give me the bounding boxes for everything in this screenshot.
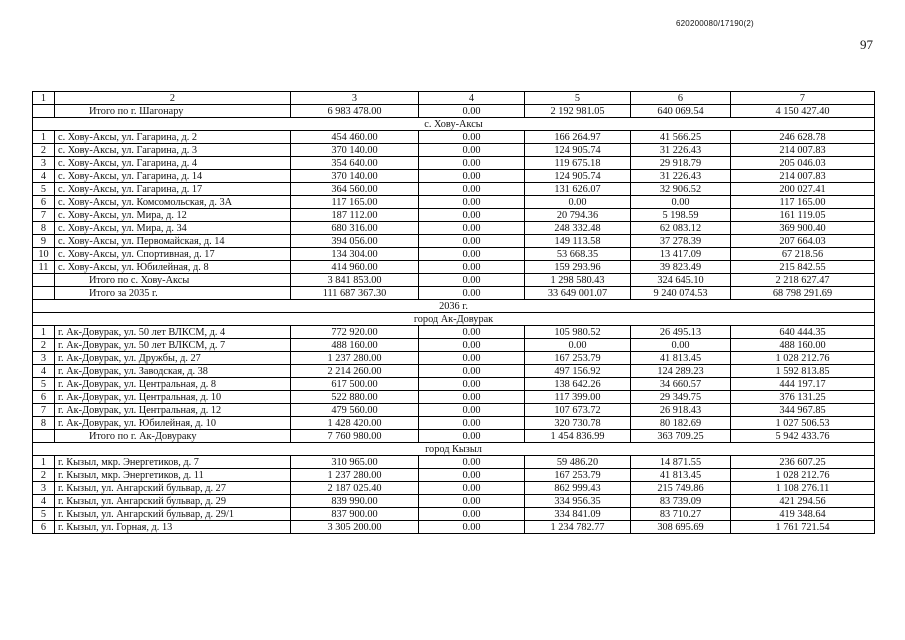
amount-cell: 2 214 260.00	[291, 365, 419, 378]
amount-cell: 131 626.07	[525, 183, 631, 196]
amount-cell: 320 730.78	[525, 417, 631, 430]
table-row	[33, 495, 875, 508]
amount-cell: 1 428 420.00	[291, 417, 419, 430]
table-row	[33, 417, 875, 430]
amount-cell: 363 709.25	[631, 430, 731, 443]
amount-cell: 0.00	[419, 105, 525, 118]
amount-cell: 248 332.48	[525, 222, 631, 235]
header-row	[33, 92, 875, 105]
amount-cell: 67 218.56	[731, 248, 875, 261]
section-title: с. Хову-Аксы	[33, 118, 875, 131]
amount-cell: 0.00	[419, 521, 525, 534]
amount-cell: 214 007.83	[731, 144, 875, 157]
amount-cell: 3 305 200.00	[291, 521, 419, 534]
address-cell: г. Ак-Довурак, ул. 50 лет ВЛКСМ, д. 7	[55, 339, 291, 352]
amount-cell: 0.00	[419, 261, 525, 274]
row-number: 3	[33, 482, 55, 495]
amount-cell: 41 813.45	[631, 469, 731, 482]
amount-cell: 7 760 980.00	[291, 430, 419, 443]
amount-cell: 479 560.00	[291, 404, 419, 417]
table-row	[33, 339, 875, 352]
amount-cell: 107 673.72	[525, 404, 631, 417]
row-number	[33, 274, 55, 287]
table-row	[33, 209, 875, 222]
address-cell: г. Ак-Довурак, ул. Дружбы, д. 27	[55, 352, 291, 365]
amount-cell: 497 156.92	[525, 365, 631, 378]
amount-cell: 640 444.35	[731, 326, 875, 339]
amount-cell: 29 918.79	[631, 157, 731, 170]
section-title: город Ак-Довурак	[33, 313, 875, 326]
amount-cell: 310 965.00	[291, 456, 419, 469]
amount-cell: 488 160.00	[291, 339, 419, 352]
amount-cell: 344 967.85	[731, 404, 875, 417]
amount-cell: 0.00	[631, 196, 731, 209]
amount-cell: 0.00	[419, 495, 525, 508]
amount-cell: 1 454 836.99	[525, 430, 631, 443]
address-cell: г. Кызыл, ул. Горная, д. 13	[55, 521, 291, 534]
amount-cell: 117 165.00	[291, 196, 419, 209]
amount-cell: 111 687 367.30	[291, 287, 419, 300]
amount-cell: 105 980.52	[525, 326, 631, 339]
amount-cell: 33 649 001.07	[525, 287, 631, 300]
amount-cell: 215 842.55	[731, 261, 875, 274]
amount-cell: 324 645.10	[631, 274, 731, 287]
table-row	[33, 235, 875, 248]
amount-cell: 444 197.17	[731, 378, 875, 391]
address-cell: с. Хову-Аксы, ул. Гагарина, д. 2	[55, 131, 291, 144]
address-cell: с. Хову-Аксы, ул. Гагарина, д. 17	[55, 183, 291, 196]
amount-cell: 159 293.96	[525, 261, 631, 274]
amount-cell: 117 399.00	[525, 391, 631, 404]
row-number: 4	[33, 170, 55, 183]
row-number: 2	[33, 144, 55, 157]
amount-cell: 419 348.64	[731, 508, 875, 521]
row-number: 6	[33, 196, 55, 209]
address-cell: с. Хову-Аксы, ул. Комсомольская, д. 3А	[55, 196, 291, 209]
table-row	[33, 469, 875, 482]
amount-cell: 454 460.00	[291, 131, 419, 144]
amount-cell: 215 749.86	[631, 482, 731, 495]
header-cell: 3	[291, 92, 419, 105]
amount-cell: 39 823.49	[631, 261, 731, 274]
amount-cell: 2 192 981.05	[525, 105, 631, 118]
amount-cell: 124 289.23	[631, 365, 731, 378]
amount-cell: 13 417.09	[631, 248, 731, 261]
address-cell: г. Кызыл, мкр. Энергетиков, д. 7	[55, 456, 291, 469]
amount-cell: 334 956.35	[525, 495, 631, 508]
amount-cell: 0.00	[419, 274, 525, 287]
amount-cell: 20 794.36	[525, 209, 631, 222]
section-title: город Кызыл	[33, 443, 875, 456]
amount-cell: 0.00	[419, 456, 525, 469]
address-cell: г. Кызыл, ул. Ангарский бульвар, д. 29	[55, 495, 291, 508]
amount-cell: 1 237 280.00	[291, 469, 419, 482]
row-number: 2	[33, 339, 55, 352]
row-number: 2	[33, 469, 55, 482]
amount-cell: 5 942 433.76	[731, 430, 875, 443]
amount-cell: 0.00	[419, 183, 525, 196]
address-cell: с. Хову-Аксы, ул. Спортивная, д. 17	[55, 248, 291, 261]
amount-cell: 236 607.25	[731, 456, 875, 469]
amount-cell: 138 642.26	[525, 378, 631, 391]
amount-cell: 0.00	[419, 508, 525, 521]
amount-cell: 0.00	[419, 378, 525, 391]
table-row	[33, 521, 875, 534]
section-row	[33, 300, 875, 313]
amount-cell: 80 182.69	[631, 417, 731, 430]
address-cell: с. Хову-Аксы, ул. Гагарина, д. 3	[55, 144, 291, 157]
amount-cell: 1 237 280.00	[291, 352, 419, 365]
amount-cell: 1 761 721.54	[731, 521, 875, 534]
amount-cell: 119 675.18	[525, 157, 631, 170]
amount-cell: 0.00	[419, 248, 525, 261]
amount-cell: 31 226.43	[631, 170, 731, 183]
address-cell: Итого по с. Хову-Аксы	[55, 274, 291, 287]
amount-cell: 0.00	[419, 482, 525, 495]
total-row	[33, 287, 875, 300]
amount-cell: 207 664.03	[731, 235, 875, 248]
amount-cell: 14 871.55	[631, 456, 731, 469]
amount-cell: 522 880.00	[291, 391, 419, 404]
table-row	[33, 352, 875, 365]
address-cell: г. Кызыл, мкр. Энергетиков, д. 11	[55, 469, 291, 482]
amount-cell: 31 226.43	[631, 144, 731, 157]
amount-cell: 0.00	[419, 170, 525, 183]
row-number	[33, 430, 55, 443]
amount-cell: 41 566.25	[631, 131, 731, 144]
amount-cell: 0.00	[631, 339, 731, 352]
row-number: 8	[33, 222, 55, 235]
table-row	[33, 365, 875, 378]
amount-cell: 364 560.00	[291, 183, 419, 196]
document-id: 620200080/17190(2)	[676, 19, 754, 28]
address-cell: с. Хову-Аксы, ул. Гагарина, д. 4	[55, 157, 291, 170]
amount-cell: 117 165.00	[731, 196, 875, 209]
amount-cell: 0.00	[419, 430, 525, 443]
table-row	[33, 222, 875, 235]
table-row	[33, 391, 875, 404]
header-cell: 1	[33, 92, 55, 105]
row-number: 8	[33, 417, 55, 430]
amount-cell: 200 027.41	[731, 183, 875, 196]
total-row	[33, 430, 875, 443]
amount-cell: 34 660.57	[631, 378, 731, 391]
amount-cell: 0.00	[419, 157, 525, 170]
amount-cell: 1 298 580.43	[525, 274, 631, 287]
row-number	[33, 287, 55, 300]
amount-cell: 394 056.00	[291, 235, 419, 248]
amount-cell: 308 695.69	[631, 521, 731, 534]
section-row	[33, 313, 875, 326]
amount-cell: 246 628.78	[731, 131, 875, 144]
table-row	[33, 131, 875, 144]
address-cell: с. Хову-Аксы, ул. Гагарина, д. 14	[55, 170, 291, 183]
amount-cell: 0.00	[525, 196, 631, 209]
amount-cell: 0.00	[419, 144, 525, 157]
amount-cell: 370 140.00	[291, 170, 419, 183]
amount-cell: 0.00	[419, 235, 525, 248]
table-body	[33, 92, 875, 534]
row-number: 4	[33, 495, 55, 508]
address-cell: Итого по г. Ак-Довураку	[55, 430, 291, 443]
header-cell: 6	[631, 92, 731, 105]
amount-cell: 62 083.12	[631, 222, 731, 235]
amount-cell: 1 592 813.85	[731, 365, 875, 378]
amount-cell: 2 218 627.47	[731, 274, 875, 287]
amount-cell: 414 960.00	[291, 261, 419, 274]
amount-cell: 26 495.13	[631, 326, 731, 339]
header-cell: 5	[525, 92, 631, 105]
amount-cell: 4 150 427.40	[731, 105, 875, 118]
amount-cell: 1 028 212.76	[731, 352, 875, 365]
amount-cell: 9 240 074.53	[631, 287, 731, 300]
address-cell: с. Хову-Аксы, ул. Мира, д. 12	[55, 209, 291, 222]
amount-cell: 369 900.40	[731, 222, 875, 235]
amount-cell: 1 028 212.76	[731, 469, 875, 482]
amount-cell: 214 007.83	[731, 170, 875, 183]
address-cell: с. Хову-Аксы, ул. Мира, д. 34	[55, 222, 291, 235]
amount-cell: 134 304.00	[291, 248, 419, 261]
amount-cell: 41 813.45	[631, 352, 731, 365]
amount-cell: 32 906.52	[631, 183, 731, 196]
total-row	[33, 105, 875, 118]
amount-cell: 617 500.00	[291, 378, 419, 391]
amount-cell: 124 905.74	[525, 170, 631, 183]
row-number: 1	[33, 326, 55, 339]
amount-cell: 862 999.43	[525, 482, 631, 495]
amount-cell: 0.00	[419, 326, 525, 339]
address-cell: Итого за 2035 г.	[55, 287, 291, 300]
address-cell: г. Ак-Довурак, ул. Заводская, д. 38	[55, 365, 291, 378]
amount-cell: 29 349.75	[631, 391, 731, 404]
amount-cell: 640 069.54	[631, 105, 731, 118]
amount-cell: 837 900.00	[291, 508, 419, 521]
total-row	[33, 274, 875, 287]
row-number: 9	[33, 235, 55, 248]
address-cell: г. Кызыл, ул. Ангарский бульвар, д. 29/1	[55, 508, 291, 521]
table-row	[33, 157, 875, 170]
page-number: 97	[860, 37, 873, 52]
amount-cell: 0.00	[525, 339, 631, 352]
table-row	[33, 404, 875, 417]
amount-cell: 167 253.79	[525, 352, 631, 365]
amount-cell: 488 160.00	[731, 339, 875, 352]
amount-cell: 421 294.56	[731, 495, 875, 508]
header-cell: 2	[55, 92, 291, 105]
amount-cell: 772 920.00	[291, 326, 419, 339]
amount-cell: 0.00	[419, 196, 525, 209]
table-row	[33, 508, 875, 521]
budget-table	[32, 91, 875, 534]
table-row	[33, 456, 875, 469]
address-cell: г. Кызыл, ул. Ангарский бульвар, д. 27	[55, 482, 291, 495]
amount-cell: 149 113.58	[525, 235, 631, 248]
amount-cell: 5 198.59	[631, 209, 731, 222]
header-cell: 4	[419, 92, 525, 105]
amount-cell: 161 119.05	[731, 209, 875, 222]
amount-cell: 0.00	[419, 391, 525, 404]
amount-cell: 0.00	[419, 352, 525, 365]
table-row	[33, 326, 875, 339]
amount-cell: 187 112.00	[291, 209, 419, 222]
amount-cell: 124 905.74	[525, 144, 631, 157]
amount-cell: 59 486.20	[525, 456, 631, 469]
table-row	[33, 261, 875, 274]
section-row	[33, 443, 875, 456]
amount-cell: 53 668.35	[525, 248, 631, 261]
address-cell: г. Ак-Довурак, ул. Центральная, д. 12	[55, 404, 291, 417]
address-cell: г. Ак-Довурак, ул. Центральная, д. 8	[55, 378, 291, 391]
amount-cell: 354 640.00	[291, 157, 419, 170]
row-number: 3	[33, 157, 55, 170]
row-number: 5	[33, 183, 55, 196]
address-cell: г. Ак-Довурак, ул. Центральная, д. 10	[55, 391, 291, 404]
row-number: 5	[33, 378, 55, 391]
amount-cell: 0.00	[419, 404, 525, 417]
amount-cell: 839 990.00	[291, 495, 419, 508]
section-row	[33, 118, 875, 131]
section-title: 2036 г.	[33, 300, 875, 313]
amount-cell: 0.00	[419, 209, 525, 222]
table-row	[33, 196, 875, 209]
row-number: 11	[33, 261, 55, 274]
amount-cell: 205 046.03	[731, 157, 875, 170]
amount-cell: 0.00	[419, 131, 525, 144]
table-row	[33, 170, 875, 183]
amount-cell: 2 187 025.40	[291, 482, 419, 495]
amount-cell: 334 841.09	[525, 508, 631, 521]
header-cell: 7	[731, 92, 875, 105]
table-row	[33, 144, 875, 157]
address-cell: г. Ак-Довурак, ул. 50 лет ВЛКСМ, д. 4	[55, 326, 291, 339]
amount-cell: 83 710.27	[631, 508, 731, 521]
row-number: 3	[33, 352, 55, 365]
amount-cell: 167 253.79	[525, 469, 631, 482]
amount-cell: 1 108 276.11	[731, 482, 875, 495]
address-cell: г. Ак-Довурак, ул. Юбилейная, д. 10	[55, 417, 291, 430]
amount-cell: 68 798 291.69	[731, 287, 875, 300]
amount-cell: 0.00	[419, 339, 525, 352]
amount-cell: 0.00	[419, 287, 525, 300]
row-number: 1	[33, 131, 55, 144]
amount-cell: 37 278.39	[631, 235, 731, 248]
table-row	[33, 378, 875, 391]
row-number: 10	[33, 248, 55, 261]
row-number: 4	[33, 365, 55, 378]
row-number	[33, 105, 55, 118]
table-row	[33, 248, 875, 261]
amount-cell: 166 264.97	[525, 131, 631, 144]
amount-cell: 6 983 478.00	[291, 105, 419, 118]
amount-cell: 680 316.00	[291, 222, 419, 235]
amount-cell: 3 841 853.00	[291, 274, 419, 287]
amount-cell: 1 027 506.53	[731, 417, 875, 430]
amount-cell: 1 234 782.77	[525, 521, 631, 534]
row-number: 7	[33, 209, 55, 222]
amount-cell: 83 739.09	[631, 495, 731, 508]
address-cell: с. Хову-Аксы, ул. Первомайская, д. 14	[55, 235, 291, 248]
table-row	[33, 183, 875, 196]
address-cell: Итого по г. Шагонару	[55, 105, 291, 118]
row-number: 1	[33, 456, 55, 469]
amount-cell: 26 918.43	[631, 404, 731, 417]
table-row	[33, 482, 875, 495]
row-number: 6	[33, 521, 55, 534]
amount-cell: 0.00	[419, 365, 525, 378]
row-number: 5	[33, 508, 55, 521]
amount-cell: 370 140.00	[291, 144, 419, 157]
amount-cell: 0.00	[419, 469, 525, 482]
amount-cell: 376 131.25	[731, 391, 875, 404]
row-number: 7	[33, 404, 55, 417]
address-cell: с. Хову-Аксы, ул. Юбилейная, д. 8	[55, 261, 291, 274]
amount-cell: 0.00	[419, 417, 525, 430]
row-number: 6	[33, 391, 55, 404]
amount-cell: 0.00	[419, 222, 525, 235]
